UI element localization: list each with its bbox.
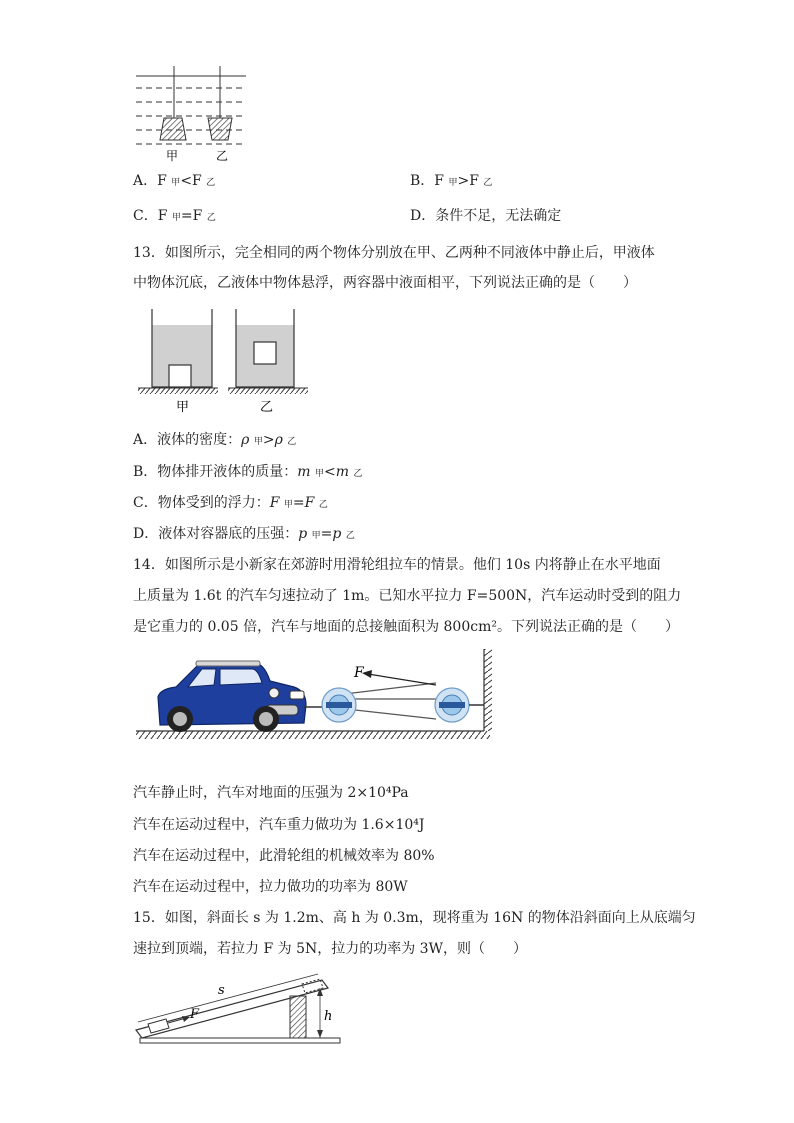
q14-label-f: F [354,665,364,681]
q12-block-yi [208,118,232,140]
q13-label-jia: 甲 [176,400,190,415]
q14-stem-line3: 是它重力的 0.05 倍，汽车与地面的总接触面积为 800cm²。下列说法正确的是（ ） [133,619,679,635]
q13-option-d: D．液体对容器底的压强：p 甲=p 乙 [133,526,355,542]
q12-option-c: C．F 甲=F 乙 [133,208,216,224]
q13-option-b: B．物体排开液体的质量：m 甲<m 乙 [133,464,363,480]
q13-figure [136,309,312,415]
q12-label-jia: 甲 [166,149,179,163]
q15-stem-line2: 速拉到顶端，若拉力 F 为 5N，拉力的功率为 3W，则（ ） [133,941,527,957]
q14-pulley-movable [304,688,356,722]
q12-block-jia [160,118,186,140]
q13-stem-line2: 中物体沉底，乙液体中物体悬浮，两容器中液面相平，下列说法正确的是（ ） [133,275,637,291]
q14-option-b: 汽车在运动过程中，汽车重力做功为 1.6×10⁴J [133,817,425,833]
q15-label-s: s [218,983,225,998]
q15-figure [132,966,344,1048]
q14-stem-line1: 14．如图所示是小新家在郊游时用滑轮组拉车的情景。他们 10s 内将静止在水平地面 [133,557,661,573]
q14-pulley-fixed [435,688,484,722]
q13-option-a: A．液体的密度：ρ 甲>ρ 乙 [133,432,297,448]
q12-option-d: D．条件不足，无法确定 [410,208,562,224]
q12-label-yi: 乙 [216,149,229,163]
q14-option-a: 汽车静止时，汽车对地面的压强为 2×10⁴Pa [133,785,409,801]
q15-support [290,996,306,1038]
q12-option-a: A．F 甲<F 乙 [133,173,216,189]
q14-option-c: 汽车在运动过程中，此滑轮组的机械效率为 80% [133,848,435,864]
q14-car [158,661,306,732]
q15-label-f: F [190,1007,200,1022]
q14-option-d: 汽车在运动过程中，拉力做功的功率为 80W [133,879,408,895]
q13-object-yi [254,342,276,364]
q13-option-c: C．物体受到的浮力：F 甲=F 乙 [133,495,328,511]
q14-stem-line2: 上质量为 1.6t 的汽车匀速拉动了 1m。已知水平拉力 F=500N，汽车运动时受到的阻力 [133,588,682,604]
q15-stem-line1: 15．如图，斜面长 s 为 1.2m、高 h 为 0.3m，现将重为 16N 的物体沿斜面向上从底端匀 [133,910,696,926]
q14-figure [136,647,496,743]
q15-label-h: h [324,1009,333,1024]
q13-label-yi: 乙 [260,400,274,415]
q13-stem-line1: 13．如图所示，完全相同的两个物体分别放在甲、乙两种不同液体中静止后，甲液体 [133,245,655,261]
q13-object-jia [169,365,191,387]
q12-option-b: B．F 甲>F 乙 [410,173,493,189]
q12-figure [128,66,254,166]
